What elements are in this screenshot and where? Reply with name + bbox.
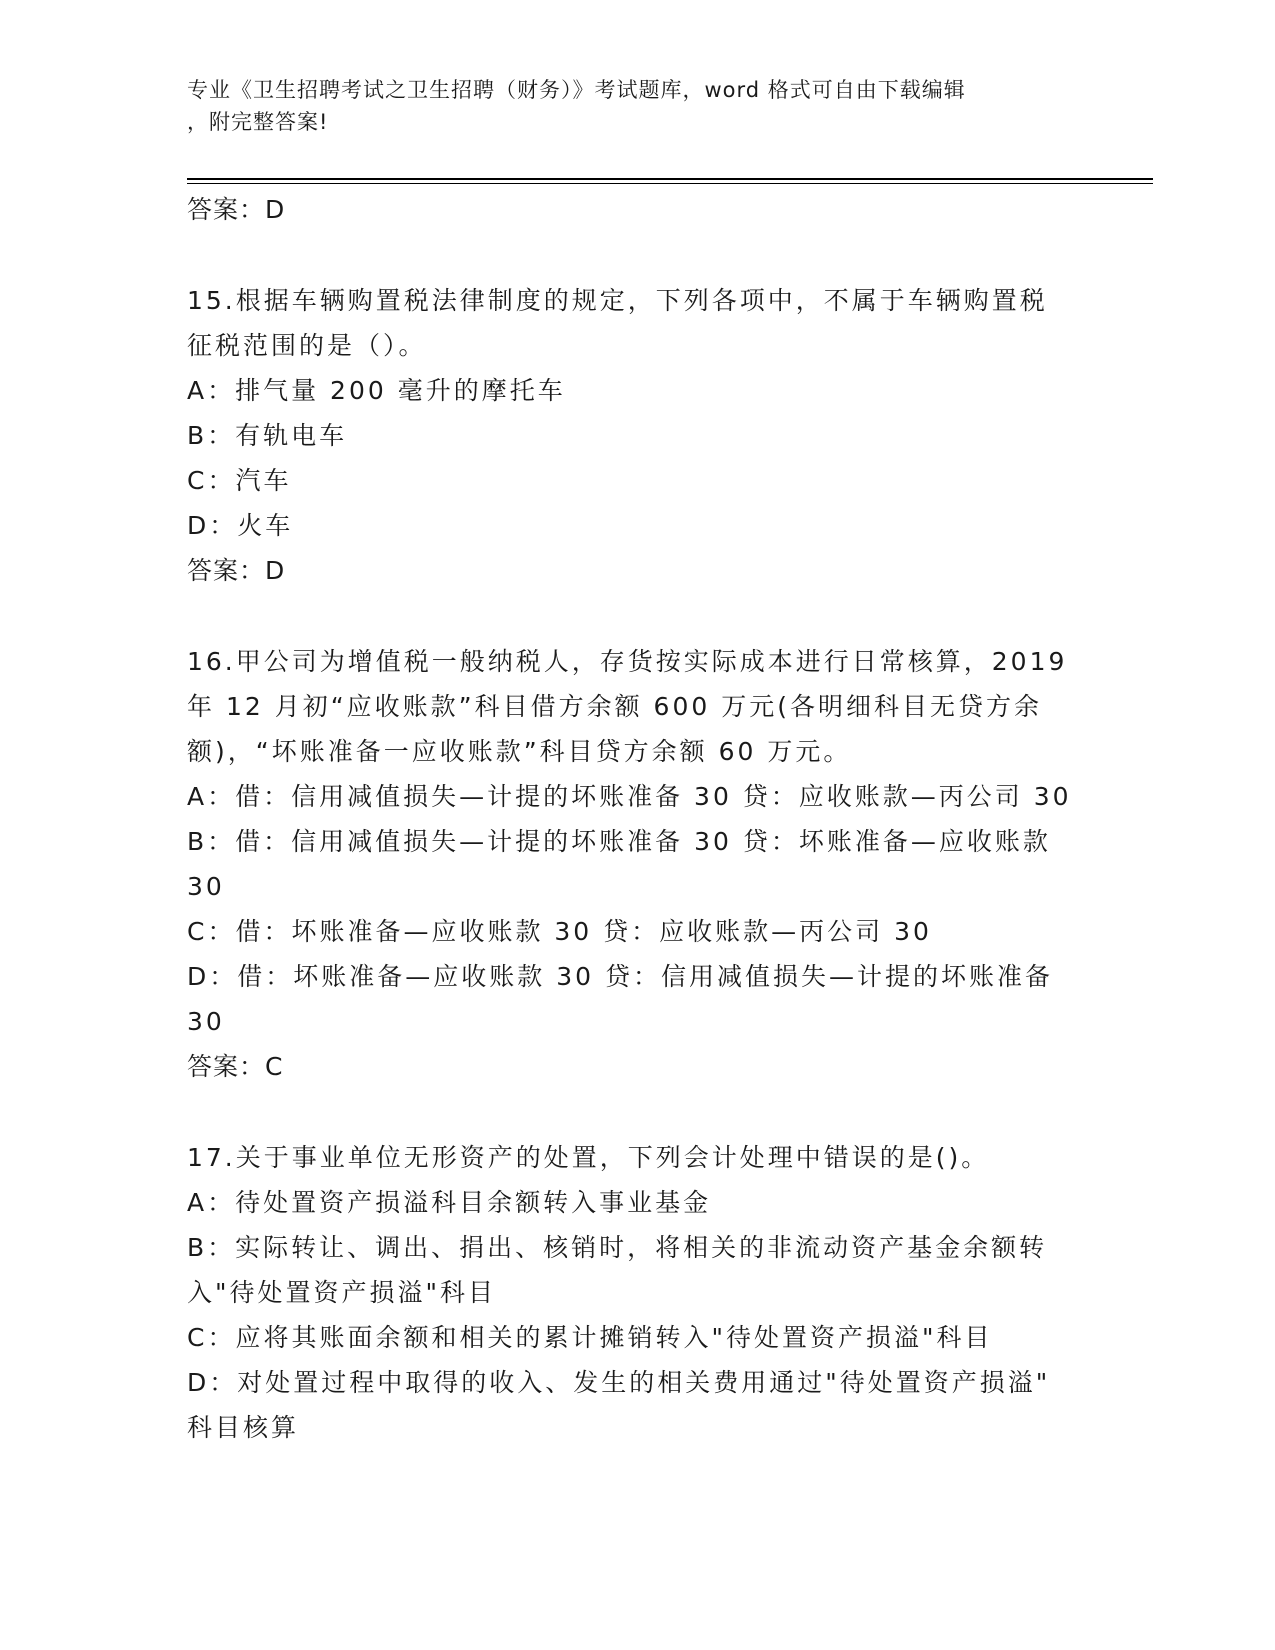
question-17 xyxy=(187,1135,1087,1450)
spacer xyxy=(187,232,1087,278)
answer-15: 答案：D xyxy=(187,556,286,585)
question-stem: 年 12 月初“应收账款”科目借方余额 600 万元(各明细科目无贷方余 xyxy=(187,692,1042,721)
option-a: A：排气量 200 毫升的摩托车 xyxy=(187,376,566,405)
option-b-cont: 30 xyxy=(187,872,225,901)
header-line-1: 专业《卫生招聘考试之卫生招聘（财务）》考试题库，word 格式可自由下载编辑 xyxy=(187,78,966,102)
question-16 xyxy=(187,639,1087,1089)
answer-16: 答案：C xyxy=(187,1052,284,1081)
option-c: C：借：坏账准备—应收账款 30 贷：应收账款—丙公司 30 xyxy=(187,917,932,946)
option-b: B：有轨电车 xyxy=(187,421,348,450)
answer-14: 答案：D xyxy=(187,195,286,224)
option-d: D：对处置过程中取得的收入、发生的相关费用通过"待处置资产损溢" xyxy=(187,1368,1051,1397)
question-list xyxy=(187,187,1087,1450)
question-stem: 15.根据车辆购置税法律制度的规定，下列各项中，不属于车辆购置税 xyxy=(187,286,1048,315)
option-c: C：应将其账面余额和相关的累计摊销转入"待处置资产损溢"科目 xyxy=(187,1323,993,1352)
option-b: B：借：信用减值损失—计提的坏账准备 30 贷：坏账准备—应收账款 xyxy=(187,827,1051,856)
option-d-cont: 科目核算 xyxy=(187,1413,300,1442)
option-c: C：汽车 xyxy=(187,466,292,495)
header-line-2: ，附完整答案! xyxy=(187,110,329,134)
option-a: A：待处置资产损溢科目余额转入事业基金 xyxy=(187,1188,712,1217)
question-stem: 征税范围的是（）。 xyxy=(187,331,427,360)
question-15 xyxy=(187,278,1087,593)
option-d: D：借：坏账准备—应收账款 30 贷：信用减值损失—计提的坏账准备 xyxy=(187,962,1053,991)
header-rule-thick xyxy=(187,178,1153,180)
option-a: A：借：信用减值损失—计提的坏账准备 30 贷：应收账款—丙公司 30 xyxy=(187,782,1072,811)
header-rule-thin xyxy=(187,183,1153,184)
question-stem: 额)，“坏账准备一应收账款”科目贷方余额 60 万元。 xyxy=(187,737,852,766)
document-header xyxy=(187,74,1067,138)
spacer xyxy=(187,593,1087,639)
question-stem: 16.甲公司为增值税一般纳税人，存货按实际成本进行日常核算，2019 xyxy=(187,647,1068,676)
question-stem: 17.关于事业单位无形资产的处置，下列会计处理中错误的是()。 xyxy=(187,1143,990,1172)
option-d-cont: 30 xyxy=(187,1007,225,1036)
option-b: B：实际转让、调出、捐出、核销时，将相关的非流动资产基金余额转 xyxy=(187,1233,1048,1262)
option-d: D：火车 xyxy=(187,511,294,540)
option-b-cont: 入"待处置资产损溢"科目 xyxy=(187,1278,496,1307)
spacer xyxy=(187,1089,1087,1135)
